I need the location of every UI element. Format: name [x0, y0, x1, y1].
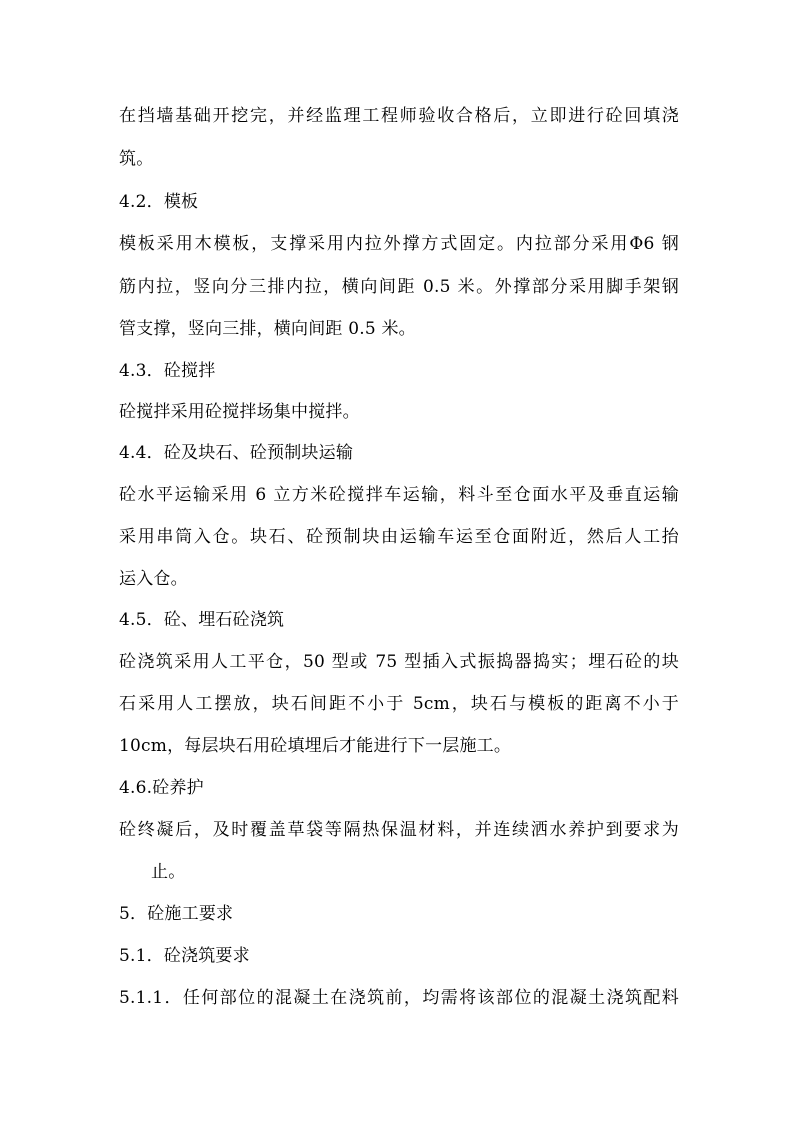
paragraph-line-transport-3: 运入仓。: [119, 569, 188, 589]
paragraph-line-mixing-1: 砼搅拌采用砼搅拌场集中搅拌。: [119, 402, 360, 422]
paragraph-line-pouring-1: 砼浇筑采用人工平仓，50 型或 75 型插入式振捣器捣实；埋石砼的块: [119, 652, 679, 672]
paragraph-line-pouring-2: 石采用人工摆放，块石间距不小于 5cm，块石与模板的距离不小于: [119, 694, 679, 714]
paragraph-line-curing-1: 砼终凝后，及时覆盖草袋等隔热保温材料，并连续洒水养护到要求为: [119, 820, 679, 840]
section-heading-5-1: 5.1．砼浇筑要求: [119, 946, 250, 966]
paragraph-line-transport-2: 采用串筒入仓。块石、砼预制块由运输车运至仓面附近，然后人工抬: [119, 527, 679, 547]
section-heading-4-5: 4.5．砼、埋石砼浇筑: [119, 610, 285, 630]
paragraph-line-backfill-2: 筑。: [119, 149, 154, 169]
paragraph-line-curing-2: 止。: [151, 862, 186, 882]
section-heading-4-4: 4.4．砼及块石、砼预制块运输: [119, 443, 354, 463]
section-heading-4-6: 4.6.砼养护: [119, 778, 204, 798]
paragraph-line-formwork-1: 模板采用木模板，支撑采用内拉外撑方式固定。内拉部分采用Φ6 钢: [119, 234, 679, 254]
paragraph-line-formwork-2: 筋内拉，竖向分三排内拉，横向间距 0.5 米。外撑部分采用脚手架钢: [119, 277, 679, 297]
section-heading-4-2: 4.2．模板: [119, 192, 199, 212]
paragraph-line-backfill-1: 在挡墙基础开挖完，并经监理工程师验收合格后，立即进行砼回填浇: [119, 106, 679, 126]
paragraph-line-formwork-3: 管支撑，竖向三排，横向间距 0.5 米。: [119, 319, 416, 339]
paragraph-line-pouring-3: 10cm，每层块石用砼填埋后才能进行下一层施工。: [119, 736, 512, 756]
section-heading-4-3: 4.3．砼搅拌: [119, 361, 216, 381]
paragraph-line-transport-1: 砼水平运输采用 6 立方米砼搅拌车运输，料斗至仓面水平及垂直运输: [119, 485, 679, 505]
paragraph-line-5-1-1: 5.1.1．任何部位的混凝土在浇筑前，均需将该部位的混凝土浇筑配料: [119, 988, 679, 1008]
section-heading-5: 5．砼施工要求: [119, 904, 234, 924]
